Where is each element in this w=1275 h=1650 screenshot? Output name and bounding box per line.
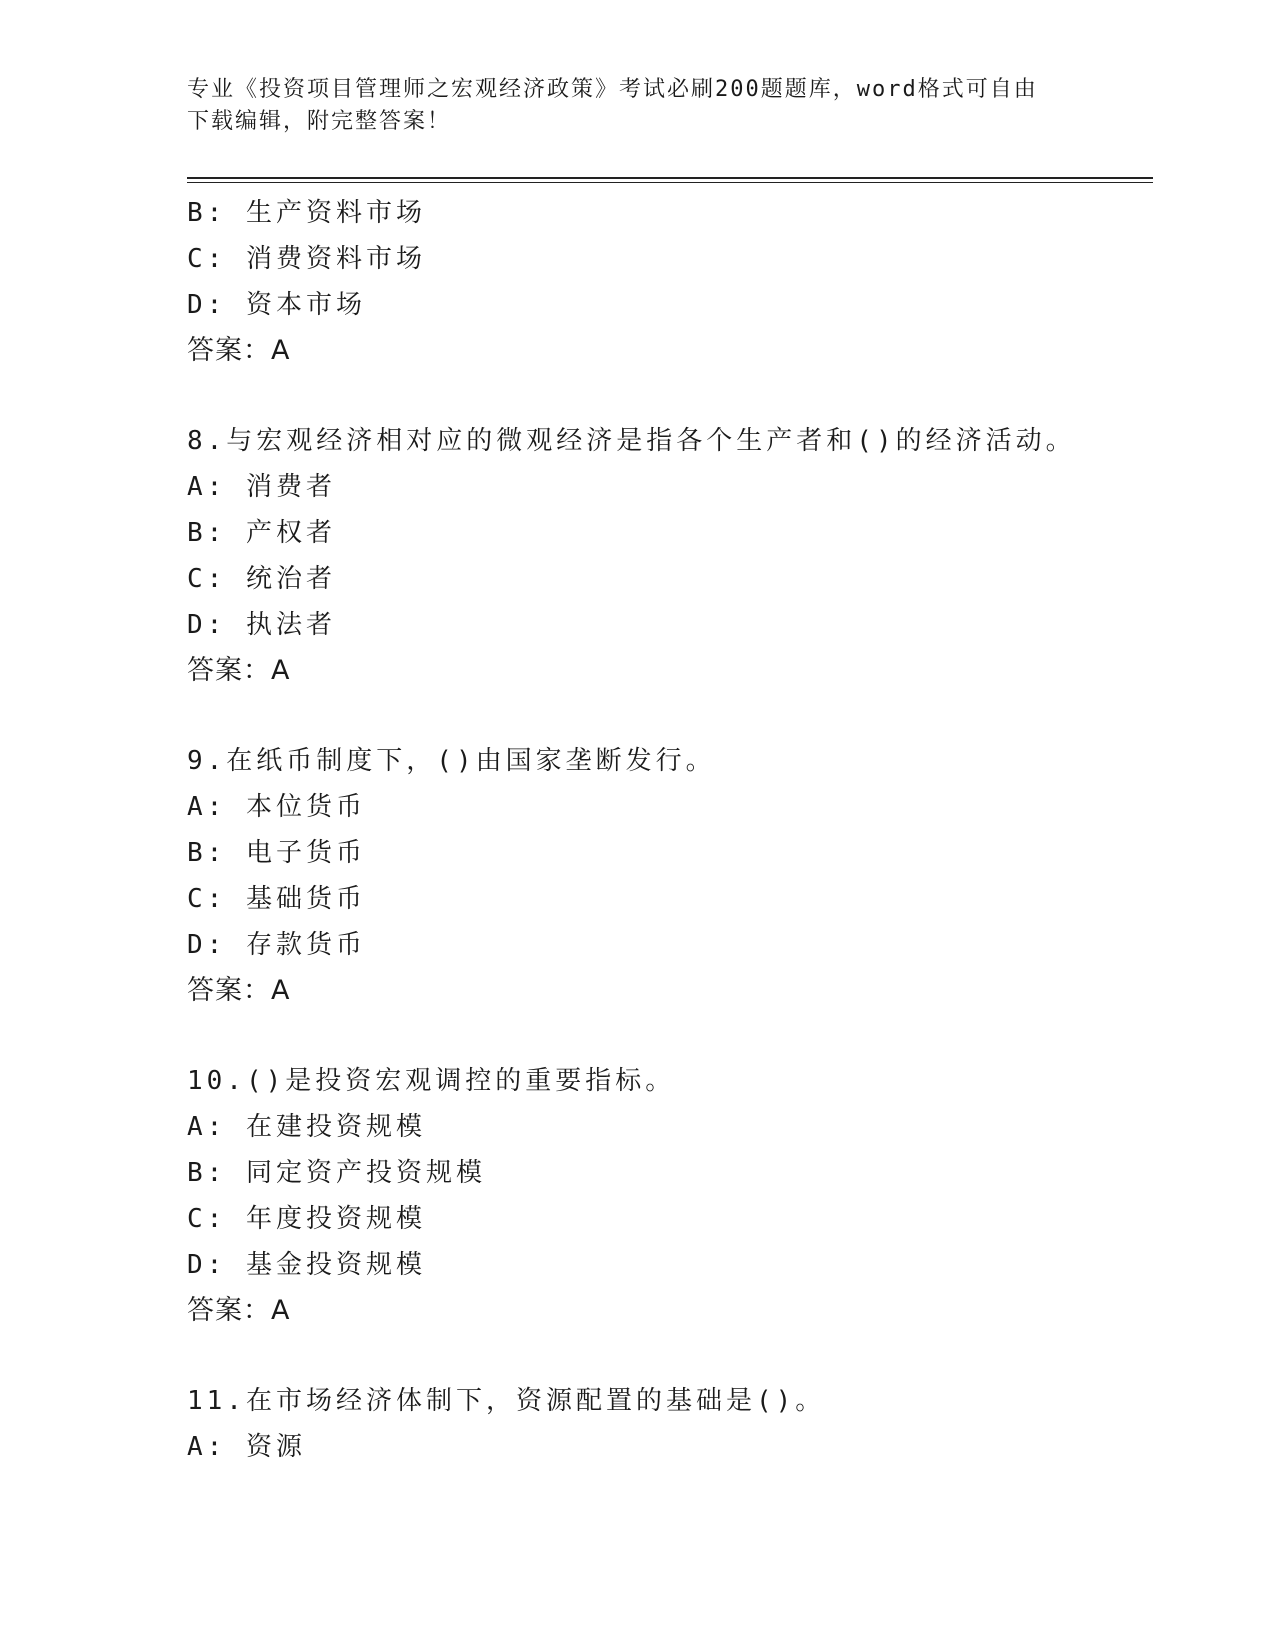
document-header bbox=[187, 74, 1067, 138]
option-b: B: 同定资产投资规模 bbox=[187, 1158, 486, 1188]
answer: 答案：A bbox=[187, 335, 291, 366]
option-c: C: 年度投资规模 bbox=[187, 1204, 426, 1234]
option-d: D: 执法者 bbox=[187, 610, 336, 640]
option-d: D: 存款货币 bbox=[187, 930, 366, 960]
question-7-continued bbox=[187, 190, 1153, 374]
header-line-2: 下载编辑，附完整答案！ bbox=[187, 109, 452, 134]
option-a: A: 本位货币 bbox=[187, 792, 366, 822]
header-divider bbox=[187, 177, 1153, 183]
option-d: D: 资本市场 bbox=[187, 290, 366, 320]
option-c: C: 基础货币 bbox=[187, 884, 366, 914]
question-9 bbox=[187, 738, 1153, 1014]
question-8 bbox=[187, 418, 1153, 694]
option-b: B: 生产资料市场 bbox=[187, 198, 426, 228]
option-a: A: 消费者 bbox=[187, 472, 336, 502]
question-10 bbox=[187, 1058, 1153, 1334]
question-11 bbox=[187, 1378, 1153, 1470]
answer: 答案：A bbox=[187, 655, 291, 686]
header-line-1: 专业《投资项目管理师之宏观经济政策》考试必刷200题题库，word格式可自由 bbox=[187, 77, 1038, 102]
option-b: B: 电子货币 bbox=[187, 838, 366, 868]
option-d: D: 基金投资规模 bbox=[187, 1250, 426, 1280]
question-stem: 10.()是投资宏观调控的重要指标。 bbox=[187, 1066, 676, 1096]
answer: 答案：A bbox=[187, 1295, 291, 1326]
option-a: A: 资源 bbox=[187, 1432, 306, 1462]
option-c: C: 统治者 bbox=[187, 564, 336, 594]
question-list bbox=[187, 190, 1153, 1470]
option-a: A: 在建投资规模 bbox=[187, 1112, 426, 1142]
question-stem: 8.与宏观经济相对应的微观经济是指各个生产者和()的经济活动。 bbox=[187, 426, 1076, 456]
question-stem: 11.在市场经济体制下，资源配置的基础是()。 bbox=[187, 1386, 826, 1416]
option-b: B: 产权者 bbox=[187, 518, 336, 548]
option-c: C: 消费资料市场 bbox=[187, 244, 426, 274]
question-stem: 9.在纸币制度下，()由国家垄断发行。 bbox=[187, 746, 716, 776]
answer: 答案：A bbox=[187, 975, 291, 1006]
